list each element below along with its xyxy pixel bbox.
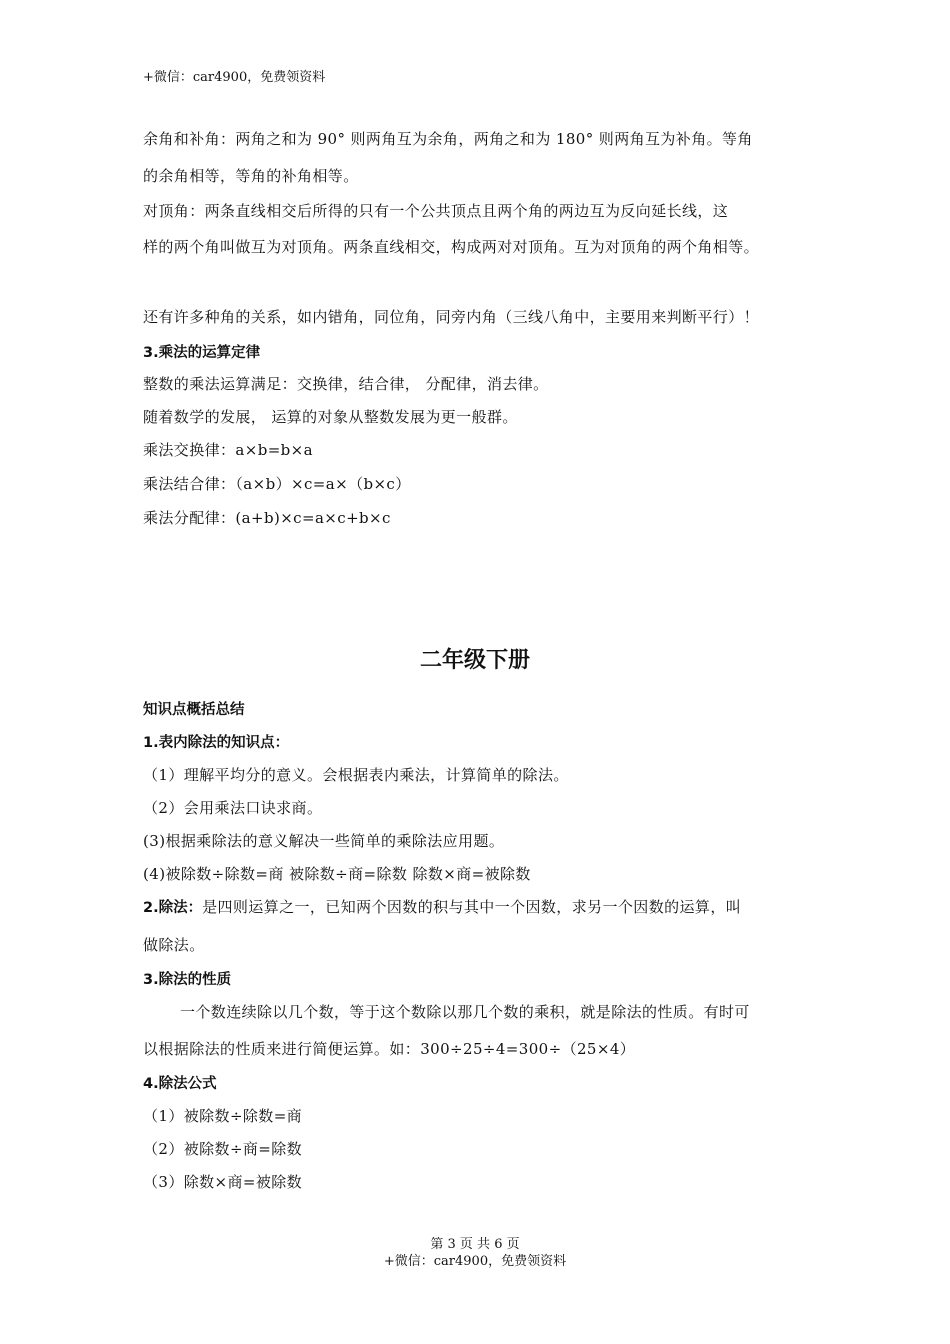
definition-text: 是四则运算之一，已知两个因数的积与其中一个因数，求另一个因数的运算，叫 — [202, 898, 742, 916]
paragraph-line: 样的两个角叫做互为对顶角。两条直线相交，构成两对对顶角。互为对顶角的两个角相等。 — [143, 238, 760, 256]
paragraph-line: 以根据除法的性质来进行简便运算。如：300÷25÷4=300÷（25×4） — [143, 1040, 636, 1058]
formula-line: 乘法交换律：a×b=b×a — [143, 441, 313, 459]
page-title: 二年级下册 — [419, 648, 530, 673]
list-item: （2）会用乘法口诀求商。 — [143, 799, 323, 817]
paragraph-line: 一个数连续除以几个数，等于这个数除以那几个数的乘积，就是除法的性质。有时可 — [180, 1003, 750, 1021]
header-watermark: +微信：car4900，免费领资料 — [143, 70, 326, 85]
footer-watermark: +微信：car4900，免费领资料 — [383, 1254, 567, 1269]
list-item: (3)根据乘除法的意义解决一些简单的乘除法应用题。 — [143, 832, 505, 850]
section-heading: 4.除法公式 — [143, 1076, 217, 1092]
paragraph-line: 对顶角：两条直线相交后所得的只有一个公共顶点且两个角的两边互为反向延长线，这 — [143, 202, 729, 220]
formula-line: 乘法分配律：(a+b)×c=a×c+b×c — [143, 509, 391, 527]
section-heading: 3.乘法的运算定律 — [143, 345, 261, 361]
paragraph-line: 余角和补角：两角之和为 90° 则两角互为余角，两角之和为 180° 则两角互为补角。等角 — [143, 130, 753, 148]
summary-heading: 知识点概括总结 — [143, 702, 245, 718]
paragraph-line: 做除法。 — [143, 936, 205, 954]
section-heading: 3.除法的性质 — [143, 972, 232, 988]
list-item: （2）被除数÷商=除数 — [143, 1140, 303, 1158]
definition-label: 2.除法： — [143, 900, 203, 916]
page-number: 第 3 页 共 6 页 — [430, 1237, 520, 1252]
definition-line — [143, 896, 741, 917]
paragraph-line: 的余角相等，等角的补角相等。 — [143, 167, 359, 185]
paragraph-line: 还有许多种角的关系，如内错角，同位角，同旁内角（三线八角中，主要用来判断平行）！ — [143, 308, 760, 326]
section-heading: 1.表内除法的知识点： — [143, 735, 290, 751]
list-item: （1）被除数÷除数=商 — [143, 1107, 303, 1125]
list-item: （1）理解平均分的意义。会根据表内乘法，计算简单的除法。 — [143, 766, 569, 784]
formula-line: 乘法结合律：（a×b）×c=a×（b×c） — [143, 475, 411, 493]
paragraph-line: 随着数学的发展， 运算的对象从整数发展为更一般群。 — [143, 408, 518, 426]
list-item: （3）除数×商=被除数 — [143, 1173, 303, 1191]
paragraph-line: 整数的乘法运算满足：交换律，结合律， 分配律，消去律。 — [143, 375, 549, 393]
list-item: (4)被除数÷除数=商 被除数÷商=除数 除数×商=被除数 — [143, 865, 531, 883]
